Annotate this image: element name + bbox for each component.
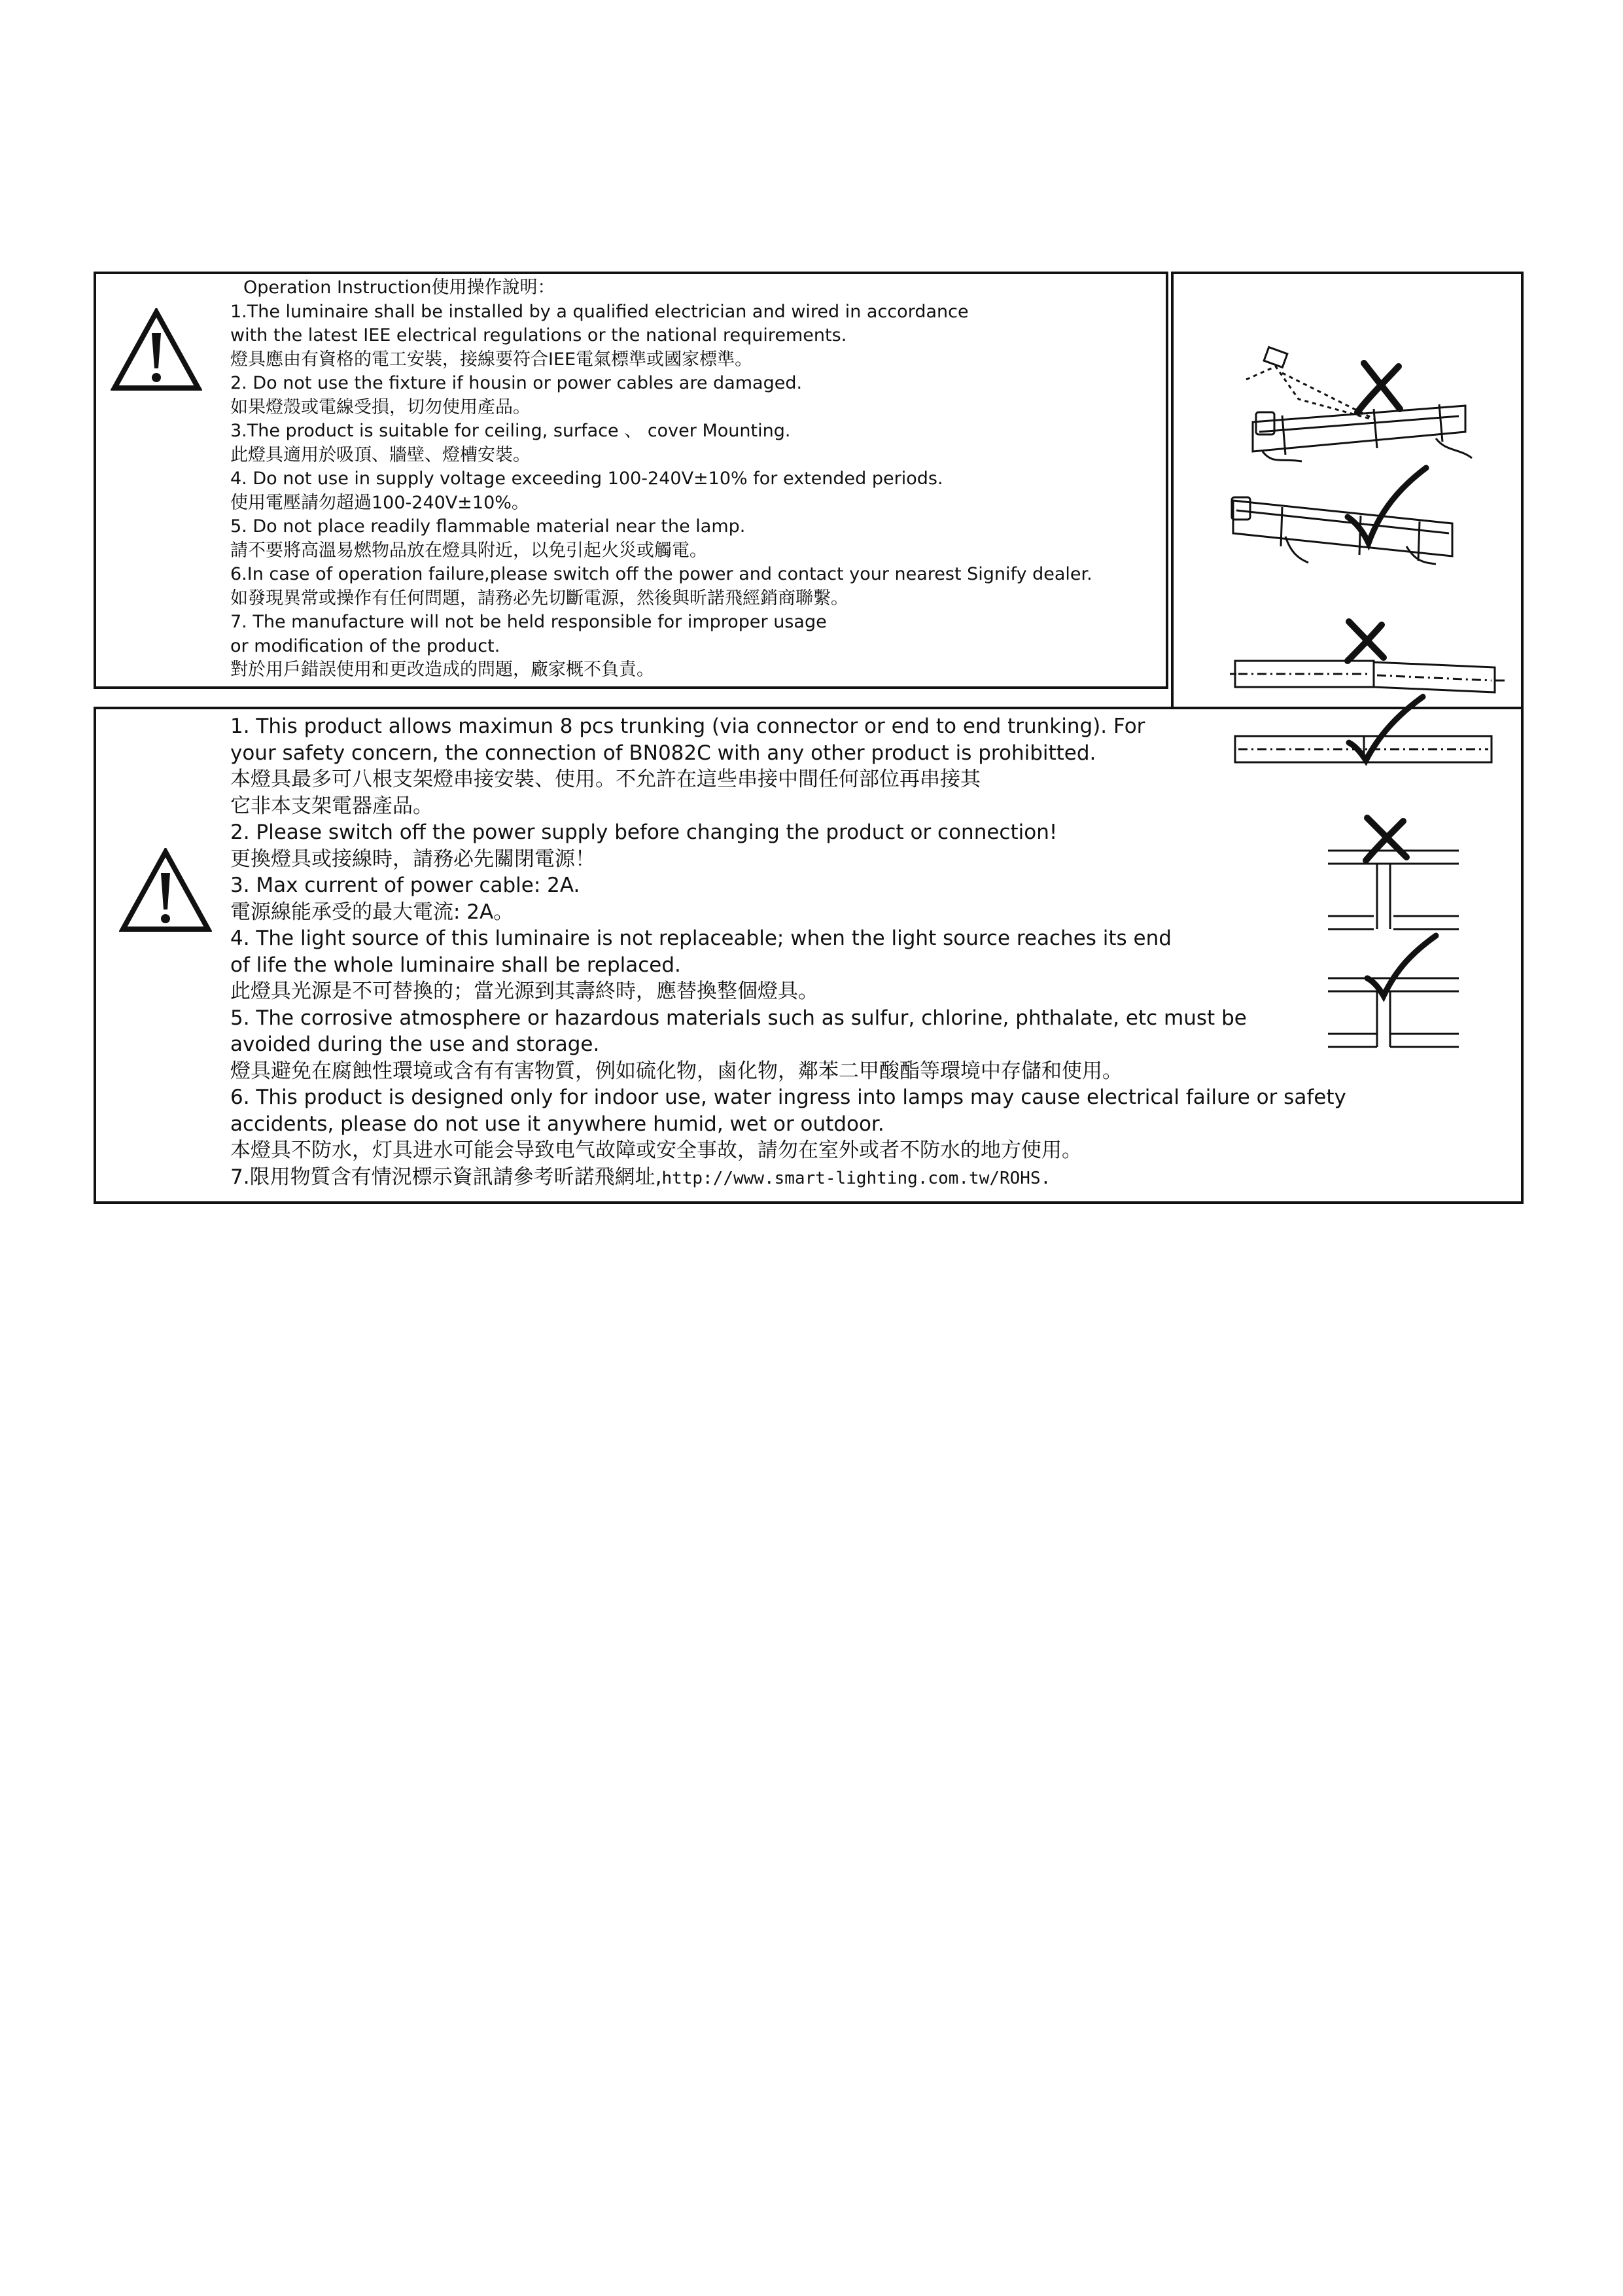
product-notes-list	[230, 713, 1346, 1192]
note-line: 此燈具光源是不可替換的；當光源到其壽終時，應替換整個燈具。	[230, 980, 818, 1003]
note-line: 3. Max current of power cable: 2A.	[230, 874, 580, 897]
operation-line: 如發現異常或操作有任何問題，請務必先切斷電源，然後與昕諾飛經銷商聯繫。	[230, 588, 848, 609]
warning-triangle-icon	[119, 848, 212, 933]
operation-line: 3.The product is suitable for ceiling, surface 、 cover Mounting.	[230, 421, 791, 441]
operation-line: 2. Do not use the fixture if housin or power cables are damaged.	[230, 373, 803, 393]
note-line: 它非本支架電器產品。	[230, 794, 433, 818]
operation-instruction-list	[230, 276, 1092, 682]
note-line: 5. The corrosive atmosphere or hazardous materials such as sulfur, chlorine, phthalate, etc must be	[230, 1006, 1247, 1030]
note-line: 本燈具最多可八根支架燈串接安裝、使用。不允許在這些串接中間任何部位再串接其	[230, 768, 981, 791]
note-line: 電源線能承受的最大電流: 2A。	[230, 900, 514, 924]
note-line: accidents, please do not use it anywhere humid, wet or outdoor.	[230, 1112, 884, 1136]
note-line: 本燈具不防水，灯具进水可能会导致电气故障或安全事故，請勿在室外或者不防水的地方使用。	[230, 1139, 1082, 1162]
operation-instruction-panel	[94, 272, 1168, 689]
note-line: 燈具避免在腐蝕性環境或含有有害物質，例如硫化物，鹵化物，鄰苯二甲酸酯等環境中存儲和使用。	[230, 1059, 1123, 1083]
illustration-panel	[1171, 272, 1524, 707]
note-line: 6. This product is designed only for indoor use, water ingress into lamps may cause electrical failure or safety	[230, 1086, 1346, 1109]
note-line: avoided during the use and storage.	[230, 1033, 600, 1056]
note-line-rohs	[230, 1164, 1346, 1192]
operation-line: 請不要將高溫易燃物品放在燈具附近，以免引起火災或觸電。	[230, 540, 707, 561]
rohs-url-link[interactable]: http://www.smart-lighting.com.tw/ROHS.	[661, 1168, 1051, 1188]
operation-title: Operation Instruction使用操作說明：	[243, 277, 555, 298]
operation-line: 如果燈殼或電線受損，切勿使用產品。	[230, 397, 531, 417]
note-line: 更換燈具或接線時，請務必先關閉電源！	[230, 847, 595, 871]
operation-line: 4. Do not use in supply voltage exceeding 100-240V±10% for extended periods.	[230, 468, 943, 489]
rohs-label: 7.限用物質含有情況標示資訊請參考昕諾飛網址,	[230, 1165, 662, 1189]
operation-line: 燈具應由有資格的電工安裝，接線要符合IEE電氣標準或國家標準。	[230, 349, 753, 370]
operation-line: with the latest IEE electrical regulations or the national requirements.	[230, 325, 847, 345]
product-notes-panel	[94, 707, 1524, 1204]
note-line: of life the whole luminaire shall be replaced.	[230, 953, 681, 977]
operation-line: 使用電壓請勿超過100-240V±10%。	[230, 492, 529, 513]
operation-line: 7. The manufacture will not be held responsible for improper usage	[230, 612, 827, 632]
note-line: 2. Please switch off the power supply before changing the product or connection!	[230, 821, 1058, 844]
operation-line: or modification of the product.	[230, 635, 500, 656]
note-line: your safety concern, the connection of BN082C with any other product is prohibitted.	[230, 741, 1096, 765]
operation-line: 5. Do not place readily flammable material near the lamp.	[230, 516, 746, 537]
note-line: 1. This product allows maximun 8 pcs trunking (via connector or end to end trunking). For	[230, 715, 1145, 738]
warning-triangle-icon	[111, 308, 202, 392]
operation-line: 此燈具適用於吸頂、牆壁、燈槽安裝。	[230, 444, 531, 465]
operation-line: 1.The luminaire shall be installed by a qualified electrician and wired in accordance	[230, 301, 969, 322]
note-line: 4. The light source of this luminaire is not replaceable; when the light source reaches its end	[230, 927, 1172, 950]
operation-line: 對於用戶錯誤使用和更改造成的問題，廠家概不負責。	[230, 660, 654, 680]
operation-line: 6.In case of operation failure,please switch off the power and contact your nearest Signify dealer.	[230, 564, 1092, 584]
